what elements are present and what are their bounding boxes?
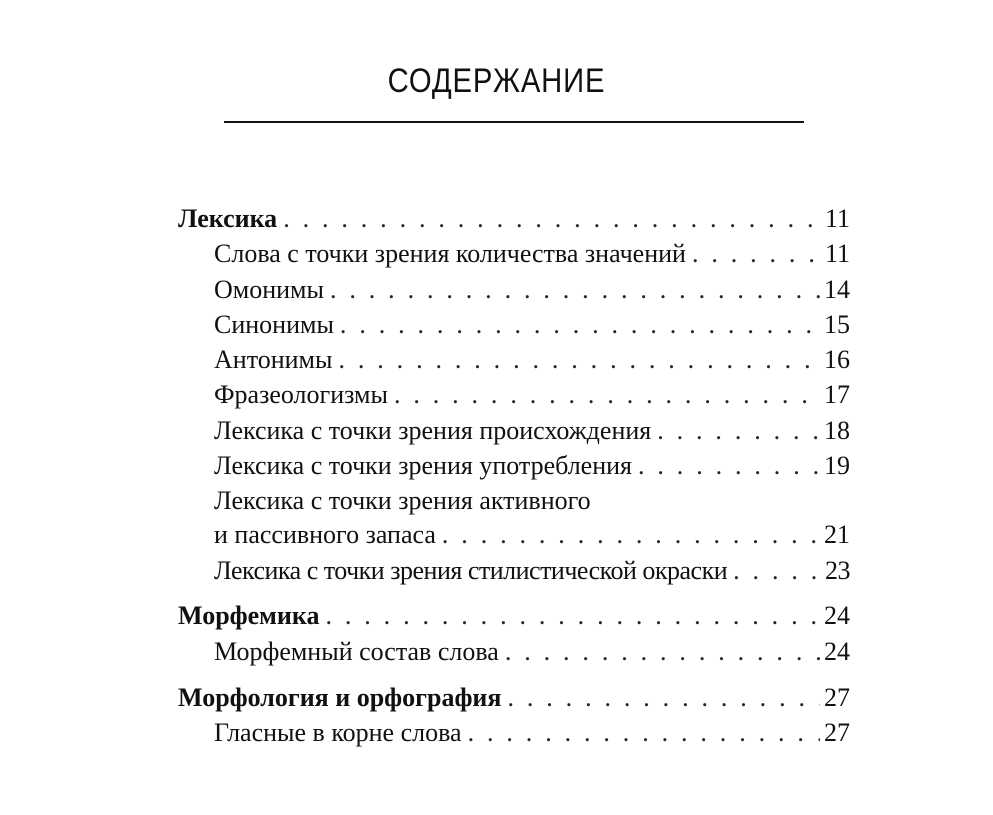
toc-page-number: 21	[824, 520, 850, 549]
toc-section-leksika[interactable]	[178, 204, 850, 234]
toc-entry-title: Омонимы	[214, 275, 324, 304]
toc-entry[interactable]	[214, 451, 850, 481]
dot-leader	[325, 601, 820, 631]
toc-page-number: 19	[824, 451, 850, 480]
toc-entry[interactable]	[214, 275, 850, 305]
dot-leader	[657, 416, 820, 446]
dot-leader	[338, 345, 820, 375]
toc-page-number: 11	[824, 204, 850, 233]
dot-leader	[330, 275, 820, 305]
toc-entry-title: Синонимы	[214, 310, 334, 339]
toc-page-number: 17	[824, 380, 850, 409]
toc-entry[interactable]	[214, 416, 850, 446]
dot-leader	[733, 556, 821, 586]
toc-entry[interactable]	[214, 345, 850, 375]
toc-entry-title: Слова с точки зрения количества значений	[214, 239, 686, 268]
toc-entry-title: Фразеологизмы	[214, 380, 388, 409]
toc-page-number: 24	[824, 601, 850, 630]
toc-page-number: 16	[824, 345, 850, 374]
toc-entry-title-line2: и пассивного запаса	[214, 520, 436, 549]
toc-section-title: Лексика	[178, 204, 278, 233]
toc-page-number: 27	[824, 718, 850, 747]
toc-section-morfologiya[interactable]	[178, 683, 850, 713]
toc-page-number: 14	[824, 275, 850, 304]
dot-leader	[468, 718, 820, 748]
page-title: СОДЕРЖАНИЕ	[387, 62, 606, 100]
dot-leader	[638, 451, 820, 481]
toc-entry[interactable]	[214, 310, 850, 340]
table-of-contents	[178, 0, 850, 815]
toc-entry-title-line1[interactable]: Лексика с точки зрения активного	[214, 486, 591, 515]
toc-entry[interactable]	[214, 556, 850, 586]
toc-page-number: 15	[824, 310, 850, 339]
dot-leader	[340, 310, 820, 340]
dot-leader	[394, 380, 820, 410]
dot-leader	[507, 683, 820, 713]
toc-entry[interactable]	[214, 380, 850, 410]
toc-page-number: 27	[824, 683, 850, 712]
toc-entry-title: Гласные в корне слова	[214, 718, 462, 747]
toc-entry[interactable]	[214, 239, 850, 269]
dot-leader	[692, 239, 821, 269]
dot-leader	[442, 520, 820, 550]
toc-entry[interactable]	[214, 718, 850, 748]
toc-section-morfemika[interactable]	[178, 601, 850, 631]
toc-entry[interactable]	[214, 637, 850, 667]
toc-entry-title: Лексика с точки зрения происхождения	[214, 416, 652, 445]
toc-page-number: 18	[824, 416, 850, 445]
dot-leader	[505, 637, 820, 667]
toc-entry-title: Лексика с точки зрения употребления	[214, 451, 632, 480]
toc-section-title: Морфемика	[178, 601, 320, 630]
toc-entry-title: Морфемный состав слова	[214, 637, 499, 666]
toc-page-number: 11	[824, 239, 850, 268]
toc-page-number: 23	[825, 556, 850, 585]
toc-entry[interactable]	[214, 520, 850, 550]
toc-entry-title: Лексика с точки зрения стилистической окраски	[214, 556, 728, 585]
toc-entry-title: Антонимы	[214, 345, 333, 374]
toc-section-title: Морфология и орфография	[178, 683, 502, 712]
dot-leader	[283, 204, 821, 234]
toc-page-number: 24	[824, 637, 850, 666]
